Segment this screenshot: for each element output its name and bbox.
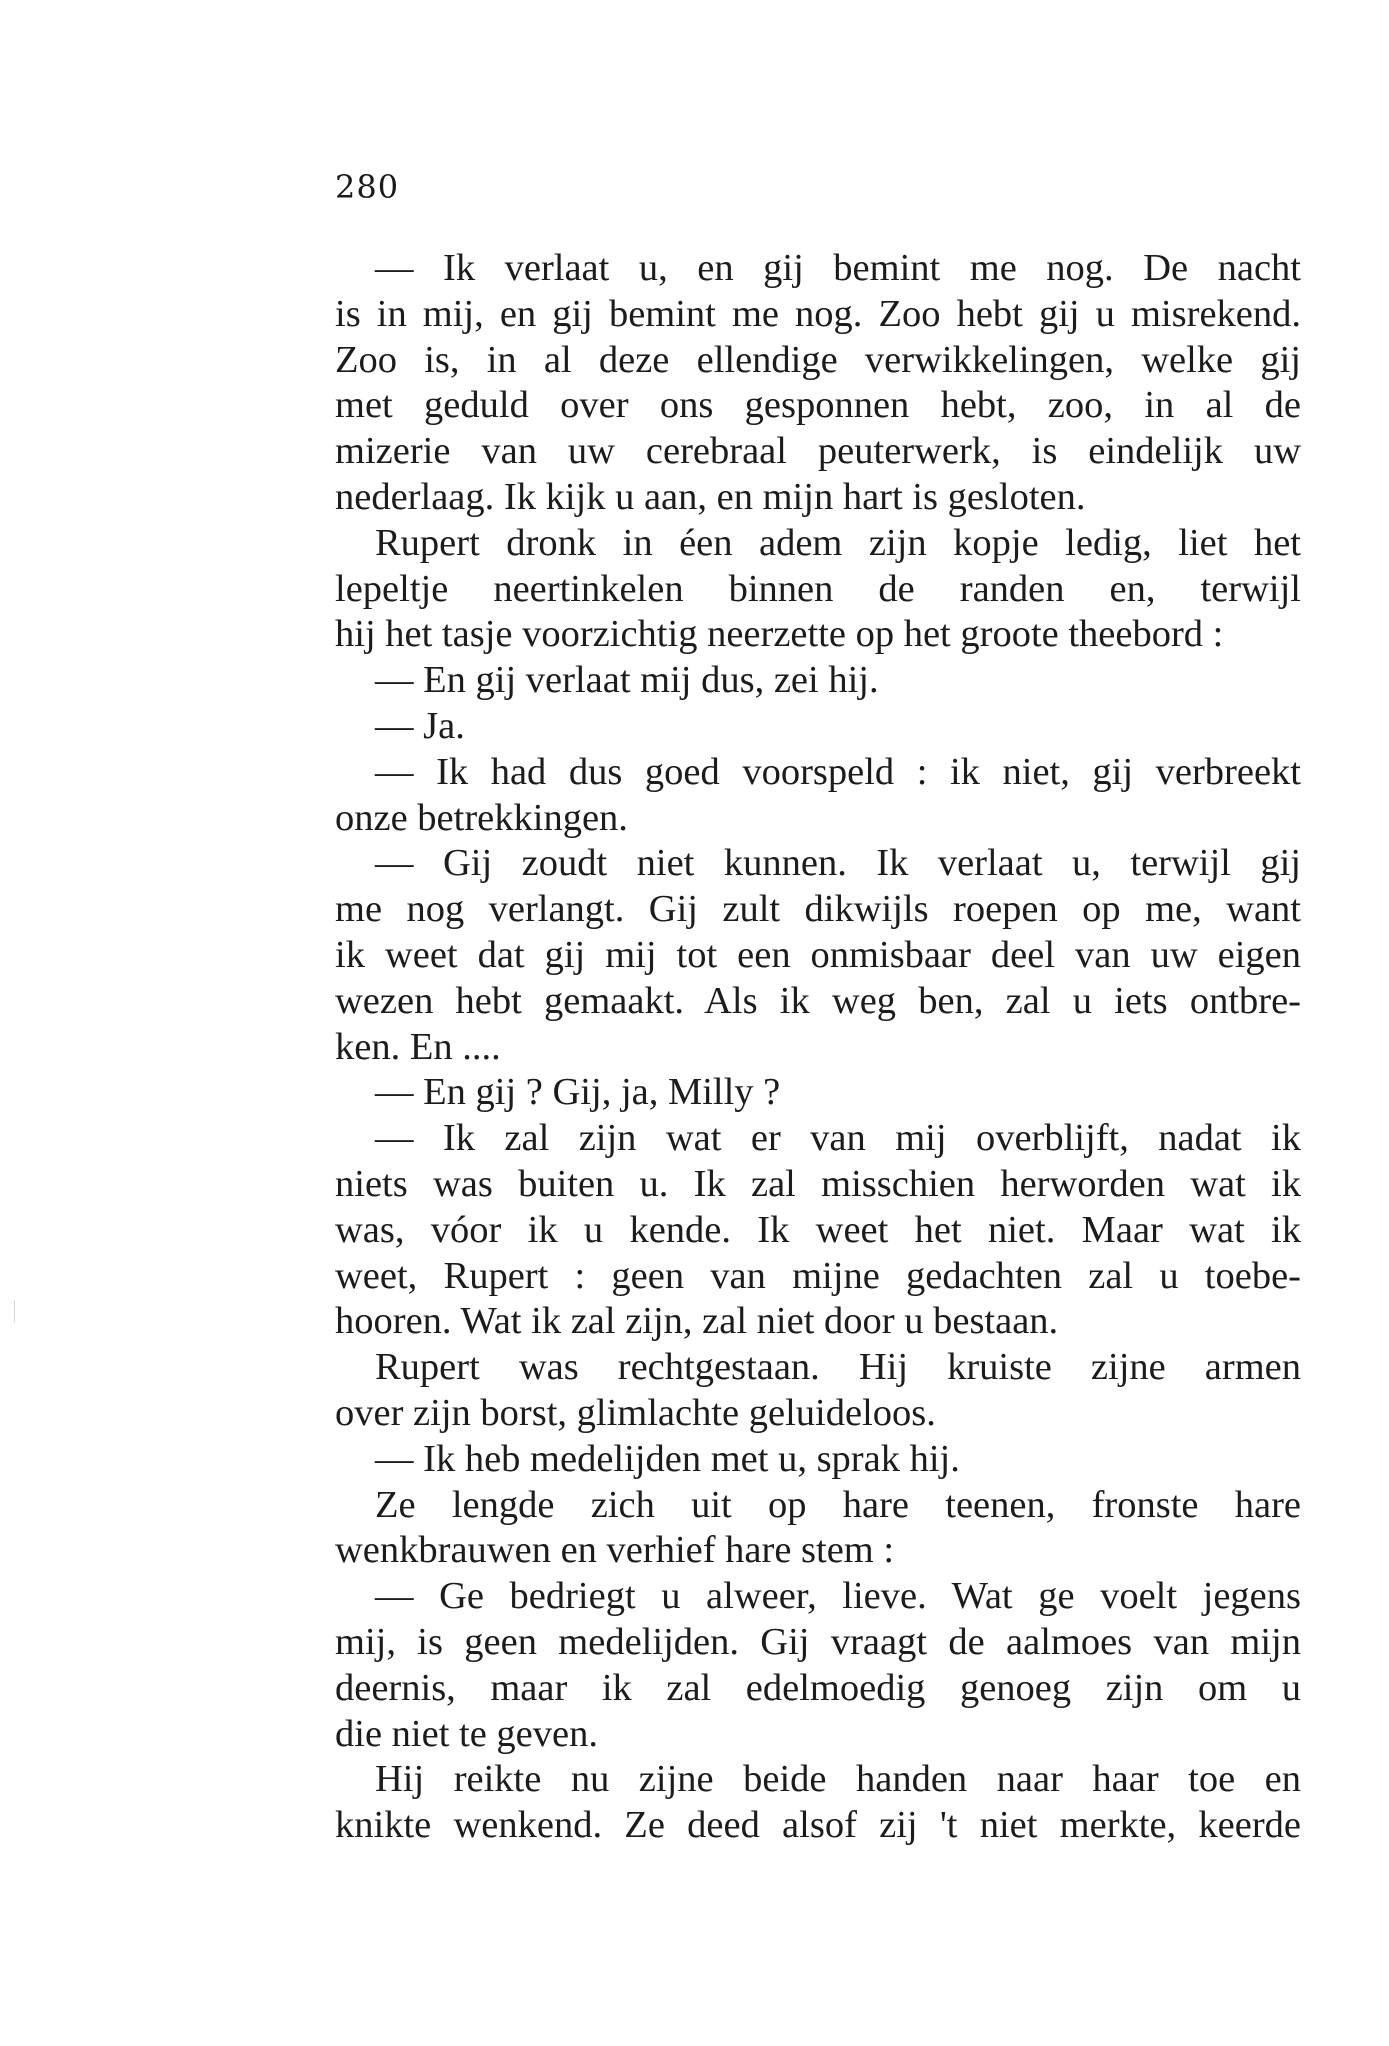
text-line: deernis, maar ik zal edelmoedig genoeg zijn om u <box>335 1666 1301 1709</box>
text-line: — En gij verlaat mij dus, zei hij. <box>375 659 879 702</box>
text-line: wenkbrauwen en verhief hare stem : <box>335 1529 895 1572</box>
text-line: me nog verlangt. Gij zult dikwijls roepen op me, want <box>335 888 1301 931</box>
text-line: nederlaag. Ik kijk u aan, en mijn hart is gesloten. <box>335 475 1086 518</box>
text-line: Hij reikte nu zijne beide handen naar haar toe en <box>375 1758 1301 1801</box>
body-text <box>335 246 1301 1849</box>
text-line: hij het tasje voorzichtig neerzette op het groote theebord : <box>335 613 1224 656</box>
text-line: onze betrekkingen. <box>335 796 628 839</box>
text-line: Ze lengde zich uit op hare teenen, fronste hare <box>375 1483 1301 1526</box>
text-line: Zoo is, in al deze ellendige verwikkelingen, welke gij <box>335 338 1301 381</box>
text-line: niets was buiten u. Ik zal misschien herworden wat ik <box>335 1162 1301 1205</box>
text-line: mij, is geen medelijden. Gij vraagt de aalmoes van mijn <box>335 1620 1301 1663</box>
text-line: hooren. Wat ik zal zijn, zal niet door u bestaan. <box>335 1300 1059 1343</box>
text-line: is in mij, en gij bemint me nog. Zoo hebt gij u misrekend. <box>335 292 1301 335</box>
text-line: — Ik verlaat u, en gij bemint me nog. De nacht <box>375 247 1301 289</box>
text-line: mizerie van uw cerebraal peuterwerk, is eindelijk uw <box>335 430 1301 473</box>
text-line: wezen hebt gemaakt. Als ik weg ben, zal u iets ontbre- <box>335 979 1301 1022</box>
text-line: — Ja. <box>375 704 465 747</box>
text-line: ik weet dat gij mij tot een onmisbaar deel van uw eigen <box>335 933 1301 976</box>
text-line: — En gij ? Gij, ja, Milly ? <box>375 1071 781 1114</box>
text-line: Rupert was rechtgestaan. Hij kruiste zijne armen <box>375 1346 1301 1389</box>
text-line: die niet te geven. <box>335 1712 598 1755</box>
text-line: met geduld over ons gesponnen hebt, zoo, in al de <box>335 384 1301 427</box>
text-line: lepeltje neertinkelen binnen de randen en, terwijl <box>335 567 1301 610</box>
text-line: — Ik had dus goed voorspeld : ik niet, gij verbreekt <box>375 750 1301 793</box>
text-line: — Ge bedriegt u alweer, lieve. Wat ge voelt jegens <box>375 1575 1301 1618</box>
page-number: 280 <box>335 168 400 206</box>
text-line: — Gij zoudt niet kunnen. Ik verlaat u, terwijl gij <box>375 842 1301 885</box>
text-line: — Ik heb medelijden met u, sprak hij. <box>375 1437 960 1480</box>
text-line: knikte wenkend. Ze deed alsof zij 't niet merkte, keerde <box>335 1804 1301 1847</box>
text-line: ken. En .... <box>335 1025 501 1068</box>
scan-artifact <box>14 1300 15 1322</box>
text-line: — Ik zal zijn wat er van mij overblijft, nadat ik <box>375 1117 1301 1160</box>
text-line: over zijn borst, glimlachte geluideloos. <box>335 1391 936 1434</box>
text-line: weet, Rupert : geen van mijne gedachten zal u toebe- <box>335 1254 1301 1297</box>
text-line: was, vóor ik u kende. Ik weet het niet. Maar wat ik <box>335 1208 1301 1251</box>
text-line: Rupert dronk in éen adem zijn kopje ledig, liet het <box>375 521 1301 564</box>
